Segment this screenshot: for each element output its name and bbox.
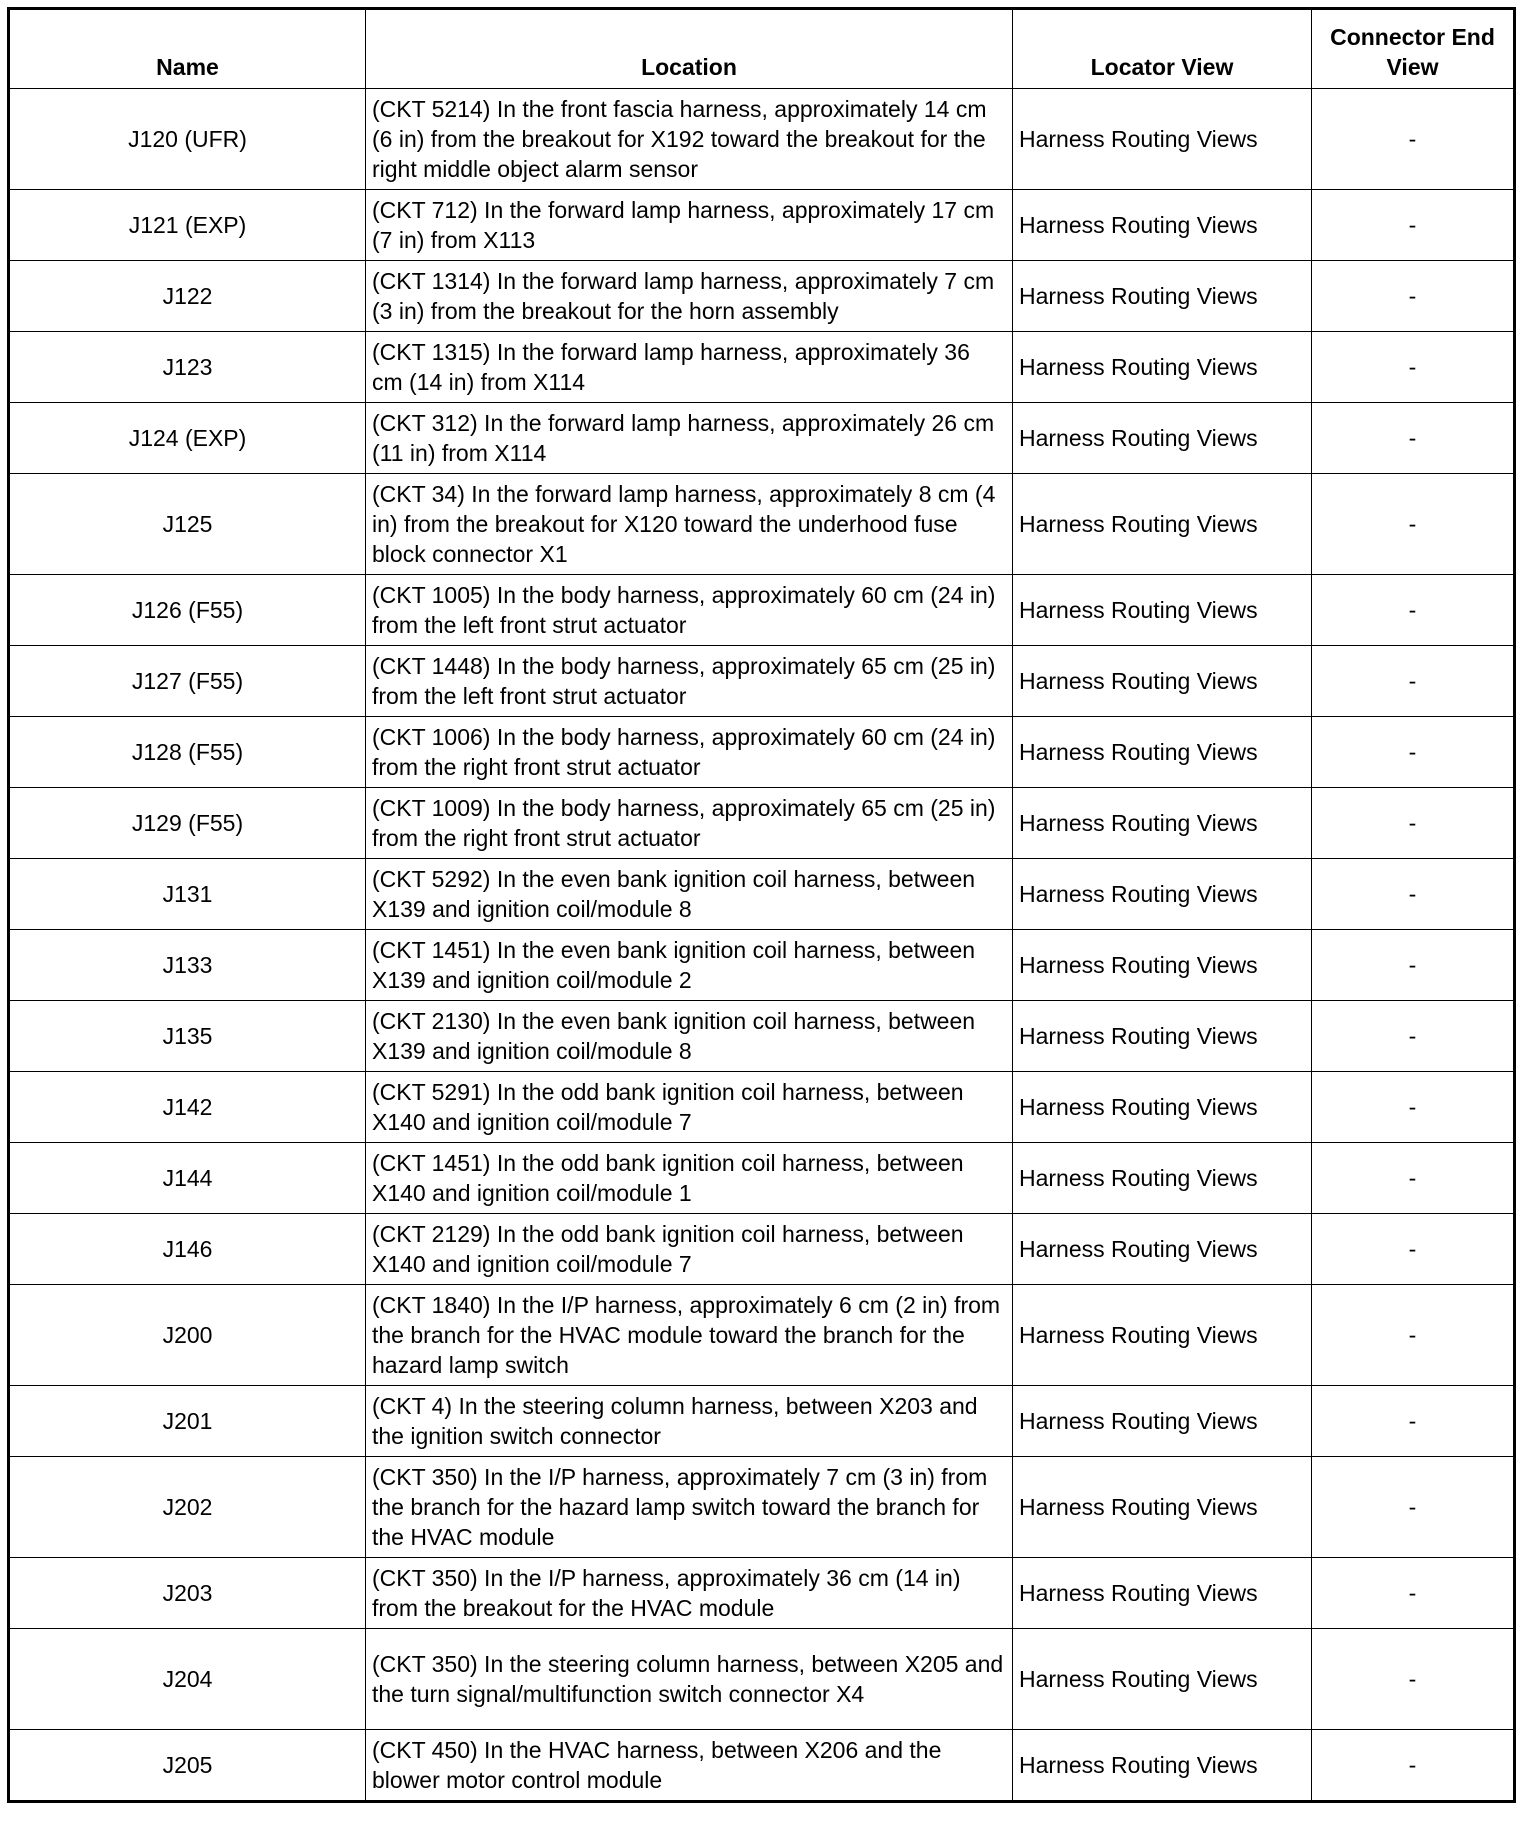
table-row <box>9 190 1515 261</box>
cell-name: J146 <box>9 1214 366 1285</box>
cell-name: J203 <box>9 1558 366 1629</box>
cell-location: (CKT 450) In the HVAC harness, between X206 and the blower motor control module <box>366 1730 1013 1802</box>
table-row <box>9 1386 1515 1457</box>
table-row <box>9 1285 1515 1386</box>
cell-connector-end-view: - <box>1312 89 1515 190</box>
cell-location: (CKT 34) In the forward lamp harness, approximately 8 cm (4 in) from the breakout for X120 toward the underhood fuse block connector X1 <box>366 474 1013 575</box>
cell-connector-end-view: - <box>1312 859 1515 930</box>
cell-connector-end-view: - <box>1312 1558 1515 1629</box>
cell-connector-end-view: - <box>1312 1001 1515 1072</box>
table-row <box>9 261 1515 332</box>
table-row <box>9 1730 1515 1802</box>
header-connector-end-view: Connector End View <box>1312 9 1515 89</box>
cell-name: J127 (F55) <box>9 646 366 717</box>
table-row <box>9 717 1515 788</box>
cell-location: (CKT 4) In the steering column harness, between X203 and the ignition switch connector <box>366 1386 1013 1457</box>
cell-connector-end-view: - <box>1312 717 1515 788</box>
cell-connector-end-view: - <box>1312 1214 1515 1285</box>
cell-location: (CKT 1315) In the forward lamp harness, approximately 36 cm (14 in) from X114 <box>366 332 1013 403</box>
cell-connector-end-view: - <box>1312 332 1515 403</box>
cell-locator-view: Harness Routing Views <box>1013 403 1312 474</box>
cell-connector-end-view: - <box>1312 575 1515 646</box>
header-row <box>9 9 1515 89</box>
cell-name: J131 <box>9 859 366 930</box>
cell-location: (CKT 1451) In the even bank ignition coil harness, between X139 and ignition coil/module 2 <box>366 930 1013 1001</box>
cell-name: J142 <box>9 1072 366 1143</box>
table-row <box>9 1143 1515 1214</box>
cell-locator-view: Harness Routing Views <box>1013 1285 1312 1386</box>
cell-name: J129 (F55) <box>9 788 366 859</box>
table-row <box>9 930 1515 1001</box>
cell-location: (CKT 350) In the I/P harness, approximately 7 cm (3 in) from the branch for the hazard lamp switch toward the branch for the HVAC module <box>366 1457 1013 1558</box>
cell-locator-view: Harness Routing Views <box>1013 646 1312 717</box>
cell-location: (CKT 5214) In the front fascia harness, approximately 14 cm (6 in) from the breakout for X192 toward the breakout for the right middle object alarm sensor <box>366 89 1013 190</box>
cell-locator-view: Harness Routing Views <box>1013 89 1312 190</box>
cell-name: J126 (F55) <box>9 575 366 646</box>
cell-connector-end-view: - <box>1312 1143 1515 1214</box>
cell-location: (CKT 1005) In the body harness, approximately 60 cm (24 in) from the left front strut actuator <box>366 575 1013 646</box>
cell-locator-view: Harness Routing Views <box>1013 1730 1312 1802</box>
cell-location: (CKT 1314) In the forward lamp harness, approximately 7 cm (3 in) from the breakout for the horn assembly <box>366 261 1013 332</box>
cell-name: J205 <box>9 1730 366 1802</box>
cell-name: J123 <box>9 332 366 403</box>
cell-name: J200 <box>9 1285 366 1386</box>
cell-location: (CKT 2130) In the even bank ignition coil harness, between X139 and ignition coil/module 8 <box>366 1001 1013 1072</box>
cell-locator-view: Harness Routing Views <box>1013 1001 1312 1072</box>
table-row <box>9 89 1515 190</box>
cell-connector-end-view: - <box>1312 788 1515 859</box>
cell-connector-end-view: - <box>1312 1457 1515 1558</box>
cell-name: J121 (EXP) <box>9 190 366 261</box>
cell-connector-end-view: - <box>1312 1285 1515 1386</box>
table-row <box>9 1072 1515 1143</box>
cell-locator-view: Harness Routing Views <box>1013 474 1312 575</box>
cell-locator-view: Harness Routing Views <box>1013 1629 1312 1730</box>
table-row <box>9 859 1515 930</box>
cell-locator-view: Harness Routing Views <box>1013 717 1312 788</box>
table-row <box>9 575 1515 646</box>
table-row <box>9 403 1515 474</box>
cell-name: J144 <box>9 1143 366 1214</box>
splice-location-table <box>7 7 1516 1803</box>
cell-name: J133 <box>9 930 366 1001</box>
cell-location: (CKT 350) In the I/P harness, approximately 36 cm (14 in) from the breakout for the HVAC module <box>366 1558 1013 1629</box>
cell-locator-view: Harness Routing Views <box>1013 261 1312 332</box>
cell-location: (CKT 712) In the forward lamp harness, approximately 17 cm (7 in) from X113 <box>366 190 1013 261</box>
cell-location: (CKT 1448) In the body harness, approximately 65 cm (25 in) from the left front strut actuator <box>366 646 1013 717</box>
cell-connector-end-view: - <box>1312 261 1515 332</box>
splice-table-container <box>7 7 1513 1803</box>
cell-name: J204 <box>9 1629 366 1730</box>
table-row <box>9 474 1515 575</box>
cell-location: (CKT 1840) In the I/P harness, approximately 6 cm (2 in) from the branch for the HVAC module toward the branch for the hazard lamp switch <box>366 1285 1013 1386</box>
table-row <box>9 788 1515 859</box>
cell-locator-view: Harness Routing Views <box>1013 332 1312 403</box>
cell-name: J122 <box>9 261 366 332</box>
cell-locator-view: Harness Routing Views <box>1013 190 1312 261</box>
cell-connector-end-view: - <box>1312 1072 1515 1143</box>
table-row <box>9 1457 1515 1558</box>
cell-location: (CKT 5291) In the odd bank ignition coil harness, between X140 and ignition coil/module 7 <box>366 1072 1013 1143</box>
cell-location: (CKT 1006) In the body harness, approximately 60 cm (24 in) from the right front strut actuator <box>366 717 1013 788</box>
cell-name: J135 <box>9 1001 366 1072</box>
cell-name: J120 (UFR) <box>9 89 366 190</box>
cell-location: (CKT 2129) In the odd bank ignition coil harness, between X140 and ignition coil/module 7 <box>366 1214 1013 1285</box>
cell-name: J201 <box>9 1386 366 1457</box>
cell-locator-view: Harness Routing Views <box>1013 1386 1312 1457</box>
cell-locator-view: Harness Routing Views <box>1013 1072 1312 1143</box>
cell-locator-view: Harness Routing Views <box>1013 1457 1312 1558</box>
cell-location: (CKT 5292) In the even bank ignition coil harness, between X139 and ignition coil/module 8 <box>366 859 1013 930</box>
header-locator-view: Locator View <box>1013 9 1312 89</box>
cell-locator-view: Harness Routing Views <box>1013 1214 1312 1285</box>
cell-connector-end-view: - <box>1312 1730 1515 1802</box>
cell-connector-end-view: - <box>1312 474 1515 575</box>
header-name: Name <box>9 9 366 89</box>
table-row <box>9 646 1515 717</box>
table-row <box>9 1558 1515 1629</box>
cell-location: (CKT 1451) In the odd bank ignition coil harness, between X140 and ignition coil/module 1 <box>366 1143 1013 1214</box>
cell-connector-end-view: - <box>1312 646 1515 717</box>
cell-locator-view: Harness Routing Views <box>1013 1143 1312 1214</box>
cell-location: (CKT 350) In the steering column harness, between X205 and the turn signal/multifunction switch connector X4 <box>366 1629 1013 1730</box>
cell-name: J128 (F55) <box>9 717 366 788</box>
cell-locator-view: Harness Routing Views <box>1013 859 1312 930</box>
table-row <box>9 1214 1515 1285</box>
cell-locator-view: Harness Routing Views <box>1013 575 1312 646</box>
cell-locator-view: Harness Routing Views <box>1013 1558 1312 1629</box>
table-row <box>9 1001 1515 1072</box>
cell-location: (CKT 1009) In the body harness, approximately 65 cm (25 in) from the right front strut actuator <box>366 788 1013 859</box>
cell-name: J202 <box>9 1457 366 1558</box>
table-row <box>9 1629 1515 1730</box>
cell-locator-view: Harness Routing Views <box>1013 788 1312 859</box>
table-row <box>9 332 1515 403</box>
cell-name: J125 <box>9 474 366 575</box>
cell-connector-end-view: - <box>1312 930 1515 1001</box>
cell-connector-end-view: - <box>1312 1386 1515 1457</box>
cell-locator-view: Harness Routing Views <box>1013 930 1312 1001</box>
header-location: Location <box>366 9 1013 89</box>
cell-connector-end-view: - <box>1312 1629 1515 1730</box>
cell-connector-end-view: - <box>1312 190 1515 261</box>
cell-connector-end-view: - <box>1312 403 1515 474</box>
cell-location: (CKT 312) In the forward lamp harness, approximately 26 cm (11 in) from X114 <box>366 403 1013 474</box>
cell-name: J124 (EXP) <box>9 403 366 474</box>
